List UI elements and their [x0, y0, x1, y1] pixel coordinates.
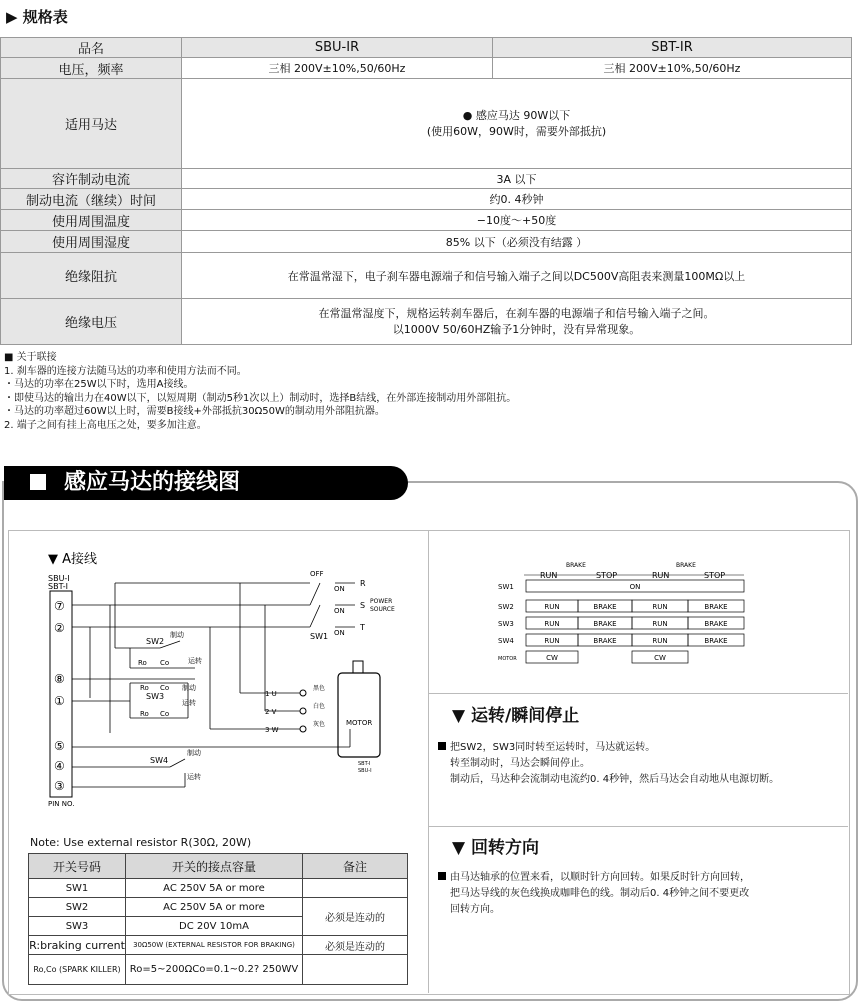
divider	[428, 530, 429, 993]
sw-cell: SW3	[29, 917, 126, 936]
brake-label: 制动	[187, 749, 201, 757]
diagram-title: ▼ A接线	[48, 552, 98, 567]
spec-insul-v-line1: 在常温常湿度下，规格运转刹车器后，在刹车器的电源端子和信号输入端子之间。	[318, 306, 715, 320]
spec-voltage-sbu: 三相 200V±10%,50/60Hz	[182, 58, 493, 79]
co-label: Co	[160, 710, 170, 718]
square-bullet-icon	[438, 872, 446, 880]
co-label: Co	[160, 684, 170, 692]
run-stop-line: 把SW2，SW3同时转至运转时，马达就运转。	[450, 742, 656, 753]
run-label: 运转	[188, 657, 202, 665]
sw-header: 备注	[303, 854, 408, 879]
spec-insul-v-value	[182, 299, 852, 345]
connection-notes	[4, 351, 516, 432]
timing-row-label: SW1	[498, 583, 514, 591]
spec-motor-value	[182, 79, 852, 169]
spec-motor-line2: (使用60W，90W时，需要外部抵抗)	[426, 124, 607, 138]
timing-cell-label: CW	[654, 654, 666, 662]
external-resistor-note: Note: Use external resistor R(30Ω, 20W)	[30, 836, 252, 849]
run-label: 运转	[187, 773, 201, 781]
pin-5: ⑤	[54, 739, 65, 753]
spec-head-sbu: SBU-IR	[182, 38, 493, 58]
timing-cell-label: BRAKE	[704, 620, 728, 628]
rotation-text	[438, 870, 750, 918]
v-label: 2 V	[265, 708, 277, 716]
note-line: ・马达的功率超过60W以上时，需要B接线+外部抵抗30Ω50W的制动用外部阻抗器。	[4, 406, 385, 417]
sw2-label: SW2	[146, 637, 165, 646]
timing-cell-label: ON	[629, 583, 641, 591]
timing-row-label: SW2	[498, 603, 514, 611]
run-stop-line: 转至制动时，马达会瞬间停止。	[450, 758, 590, 769]
co-label: Co	[160, 659, 170, 667]
sw-cell: DC 20V 10mA	[126, 917, 303, 936]
square-bullet-icon	[438, 742, 446, 750]
sw-cell: SW2	[29, 898, 126, 917]
on-label: ON	[334, 629, 345, 637]
wiring-banner	[4, 466, 408, 500]
run-stop-title: ▼ 运转/瞬间停止	[452, 706, 580, 726]
ro-label: Ro	[140, 710, 149, 718]
motor-label: MOTOR	[346, 719, 373, 727]
spec-insul-r-value: 在常温常湿下，电子刹车器电源端子和信号输入端子之间以DC500V高阻表来测量100MΩ以上	[182, 253, 852, 299]
wire-color: 黑色	[313, 685, 326, 692]
timing-row-label: SW4	[498, 637, 514, 645]
phase-t: T	[360, 623, 365, 632]
spec-voltage-label: 电压，频率	[1, 58, 182, 79]
terminal-w	[300, 726, 306, 732]
spec-head-label: 品名	[1, 38, 182, 58]
sw-header: 开关号码	[29, 854, 126, 879]
spec-time-value: 约0. 4秒钟	[182, 189, 852, 210]
spec-motor-line1: ● 感应马达 90W以下	[462, 108, 571, 122]
brake-marker-label: BRAKE	[676, 562, 696, 569]
timing-cell-label: BRAKE	[593, 603, 617, 611]
sw1-label: SW1	[310, 632, 329, 641]
timing-cell-label: RUN	[544, 603, 560, 611]
rotation-title: ▼ 回转方向	[452, 838, 539, 858]
terminal-v	[300, 708, 306, 714]
sw-cell: AC 250V 5A or more	[126, 898, 303, 917]
section-title: ▶ 规格表	[6, 8, 68, 26]
timing-cell-label: CW	[546, 654, 558, 662]
timing-chart	[496, 558, 748, 670]
run-segment: RUN	[652, 571, 670, 580]
phase-s: S	[360, 601, 366, 610]
sw-header: 开关的接点容量	[126, 854, 303, 879]
w-label: 3 W	[265, 726, 279, 734]
sw-cell: AC 250V 5A or more	[126, 879, 303, 898]
wiring-diagram	[10, 533, 428, 833]
motor-shaft	[353, 661, 363, 673]
stop-segment: STOP	[596, 571, 618, 580]
timing-cell-label: RUN	[652, 620, 668, 628]
switch-table	[28, 853, 408, 985]
spec-temp-value: −10度～+50度	[182, 210, 852, 231]
pin-1: ①	[54, 694, 65, 708]
timing-cell-label: RUN	[544, 620, 560, 628]
wire-color: 灰色	[313, 721, 326, 728]
rotation-line: 由马达轴承的位置来看，以顺时针方向回转。如果反时针方向回转，	[450, 872, 750, 883]
stop-segment: STOP	[704, 571, 726, 580]
sw-cell: Ro=5~200ΩCo=0.1~0.2? 250WV	[126, 955, 303, 985]
divider	[429, 826, 848, 827]
run-stop-text	[438, 740, 779, 788]
spec-humid-label: 使用周围湿度	[1, 231, 182, 253]
u-label: 1 U	[265, 690, 277, 698]
divider	[429, 693, 848, 694]
sw4-label: SW4	[150, 756, 169, 765]
sw3-label: SW3	[146, 692, 165, 701]
note-line: ■ 关于联接	[4, 352, 57, 363]
ro-label: Ro	[140, 684, 149, 692]
pin-3: ③	[54, 779, 65, 793]
power-label: SOURCE	[370, 606, 395, 613]
spec-insul-r-label: 绝缘阻抗	[1, 253, 182, 299]
on-label: ON	[334, 607, 345, 615]
sw-cell: SW1	[29, 879, 126, 898]
spec-head-sbt: SBT-IR	[493, 38, 852, 58]
on-label: ON	[334, 585, 345, 593]
timing-row-label: SW3	[498, 620, 514, 628]
timing-cell-label: BRAKE	[593, 620, 617, 628]
note-line: ・马达的功率在25W以下时，选用A接线。	[4, 379, 194, 390]
spec-temp-label: 使用周围温度	[1, 210, 182, 231]
pin-8: ⑧	[54, 672, 65, 686]
timing-cell-label: RUN	[652, 637, 668, 645]
timing-cell-label: BRAKE	[704, 637, 728, 645]
spec-current-label: 容许制动电流	[1, 169, 182, 189]
spec-motor-label: 适用马达	[1, 79, 182, 169]
note-line: 1. 刹车器的连接方法随马达的功率和使用方法而不同。	[4, 365, 247, 377]
phase-r: R	[360, 579, 366, 588]
pin-7: ⑦	[54, 599, 65, 613]
model-label: SBT-I	[48, 582, 68, 591]
brake-marker-label: BRAKE	[566, 562, 586, 569]
run-label: 运转	[182, 699, 196, 707]
model-label: SBU-I	[48, 574, 70, 583]
sw-cell	[303, 879, 408, 898]
timing-cell-label: RUN	[544, 637, 560, 645]
timing-rows	[498, 580, 744, 663]
model-small: SBT-I	[358, 761, 371, 767]
sw-cell: R:braking current	[29, 936, 126, 955]
wire-color: 白色	[313, 703, 326, 710]
banner-title: 感应马达的接线图	[64, 470, 241, 495]
spec-table	[0, 37, 852, 345]
pin-2: ②	[54, 621, 65, 635]
timing-cell-label: RUN	[652, 603, 668, 611]
power-label: POWER	[370, 598, 393, 605]
pin-no-label: PIN NO.	[48, 800, 75, 808]
terminal-u	[300, 690, 306, 696]
spec-insul-v-label: 绝缘电压	[1, 299, 182, 345]
spec-humid-value: 85% 以下（必须没有结露 ）	[182, 231, 852, 253]
run-stop-line: 制动后，马达种会流制动电流约0. 4秒钟，然后马达会自动地从电源切断。	[450, 774, 780, 785]
square-icon	[30, 474, 46, 490]
sw-cell: 必须是连动的	[303, 936, 408, 955]
timing-cell-label: BRAKE	[593, 637, 617, 645]
sw-cell: 30Ω50W (EXTERNAL RESISTOR FOR BRAKING)	[126, 936, 303, 955]
pin-4: ④	[54, 759, 65, 773]
timing-row-label: MOTOR	[498, 656, 517, 662]
sw-cell: 必须是连动的	[303, 898, 408, 936]
off-label: OFF	[310, 570, 324, 578]
spec-time-label: 制动电流（继续）时间	[1, 189, 182, 210]
brake-label: 制动	[182, 684, 196, 692]
rotation-line: 回转方向。	[450, 904, 500, 915]
timing-cell-label: BRAKE	[704, 603, 728, 611]
motor-body	[338, 673, 380, 757]
brake-label: 制动	[170, 631, 184, 639]
sw-cell	[303, 955, 408, 985]
spec-current-value: 3A 以下	[182, 169, 852, 189]
model-small: SBU-I	[358, 768, 372, 774]
note-line: ・即使马达的输出力在40W以下，以短周期（制动5秒1次以上）制动时，选择B结线，在外部连接制动用外部阻抗。	[4, 392, 517, 404]
ro-label: Ro	[138, 659, 147, 667]
note-line: 2. 端子之间有挂上高电压之处，要多加注意。	[4, 419, 207, 431]
sw-cell: Ro,Co (SPARK KILLER)	[29, 955, 126, 985]
run-segment: RUN	[540, 571, 558, 580]
spec-voltage-sbt: 三相 200V±10%,50/60Hz	[493, 58, 852, 79]
rotation-line: 把马达导线的灰色线换成咖啡色的线。制动后0. 4秒钟之间不要更改	[450, 888, 750, 899]
spec-insul-v-line2: 以1000V 50/60HZ输予1分钟时，没有异常现象。	[392, 322, 641, 336]
